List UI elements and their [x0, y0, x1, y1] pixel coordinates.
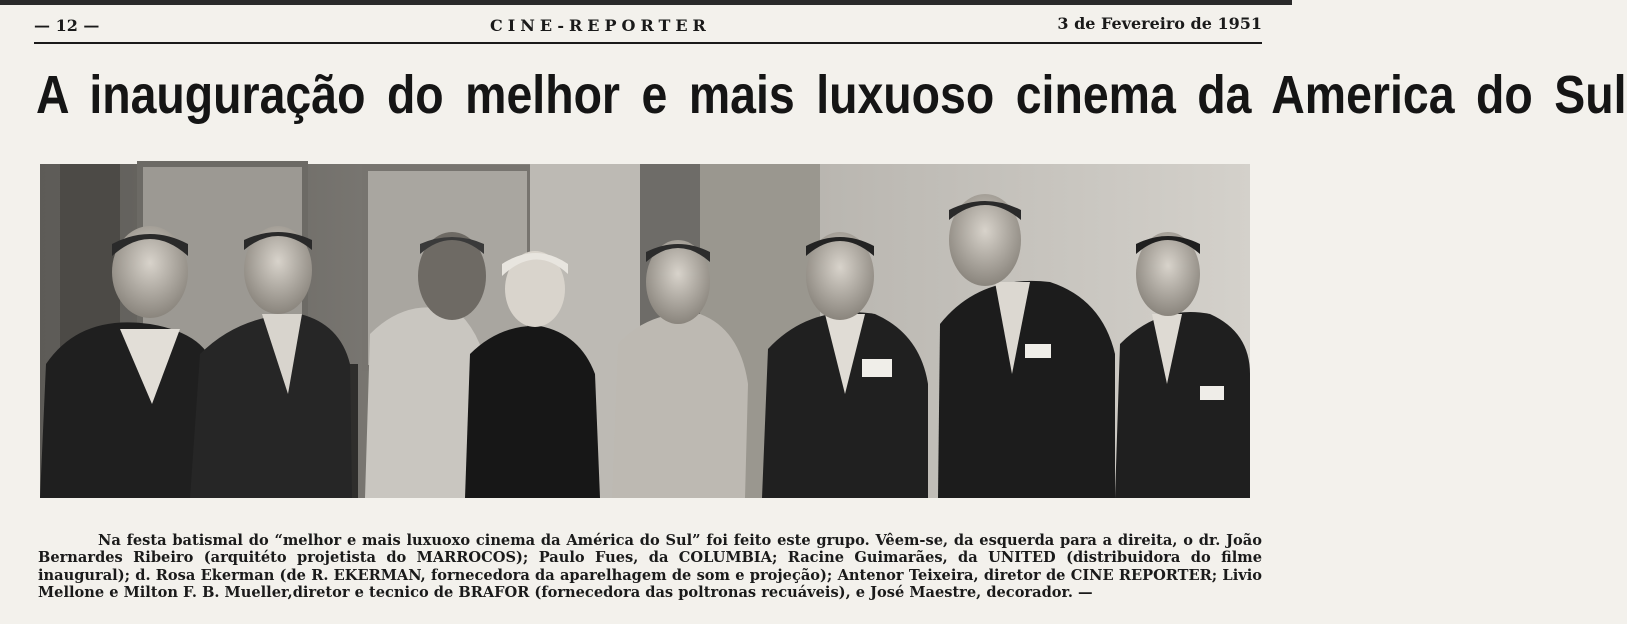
issue-date: 3 de Fevereiro de 1951	[1057, 14, 1262, 33]
group-photograph	[40, 164, 1250, 498]
page-number: — 12 —	[34, 16, 100, 35]
article-headline: A inauguração do melhor e mais luxuoso cinema da America do Sul	[36, 65, 1627, 125]
page-top-edge	[0, 0, 1292, 5]
photo-illustration	[40, 164, 1250, 498]
page-header	[0, 8, 1292, 38]
photo-caption: Na festa batismal do “melhor e mais luxuoxo cinema da América do Sul” foi feito este grupo. Vêem-se, da esquerda para a direita, o dr. João Bernardes Ribeiro (arquitéto projetista do MARROCOS); Paulo Fues, da COLUMBIA; Racine Guimarães, da UNITED (distribuidora do filme inaugural); d. Rosa Ekerman (de R. EKERMAN, fornecedora da aparelhagem de som e projeção); Antenor Teixeira, diretor de CINE REPORTER; Livio Mellone e Milton F. B. Mueller,diretor e tecnico de BRAFOR (fornecedora das poltronas recuáveis), e José Maestre, decorador. —	[38, 531, 1262, 602]
publication-name: CINE-REPORTER	[490, 16, 711, 35]
header-rule	[34, 42, 1262, 44]
